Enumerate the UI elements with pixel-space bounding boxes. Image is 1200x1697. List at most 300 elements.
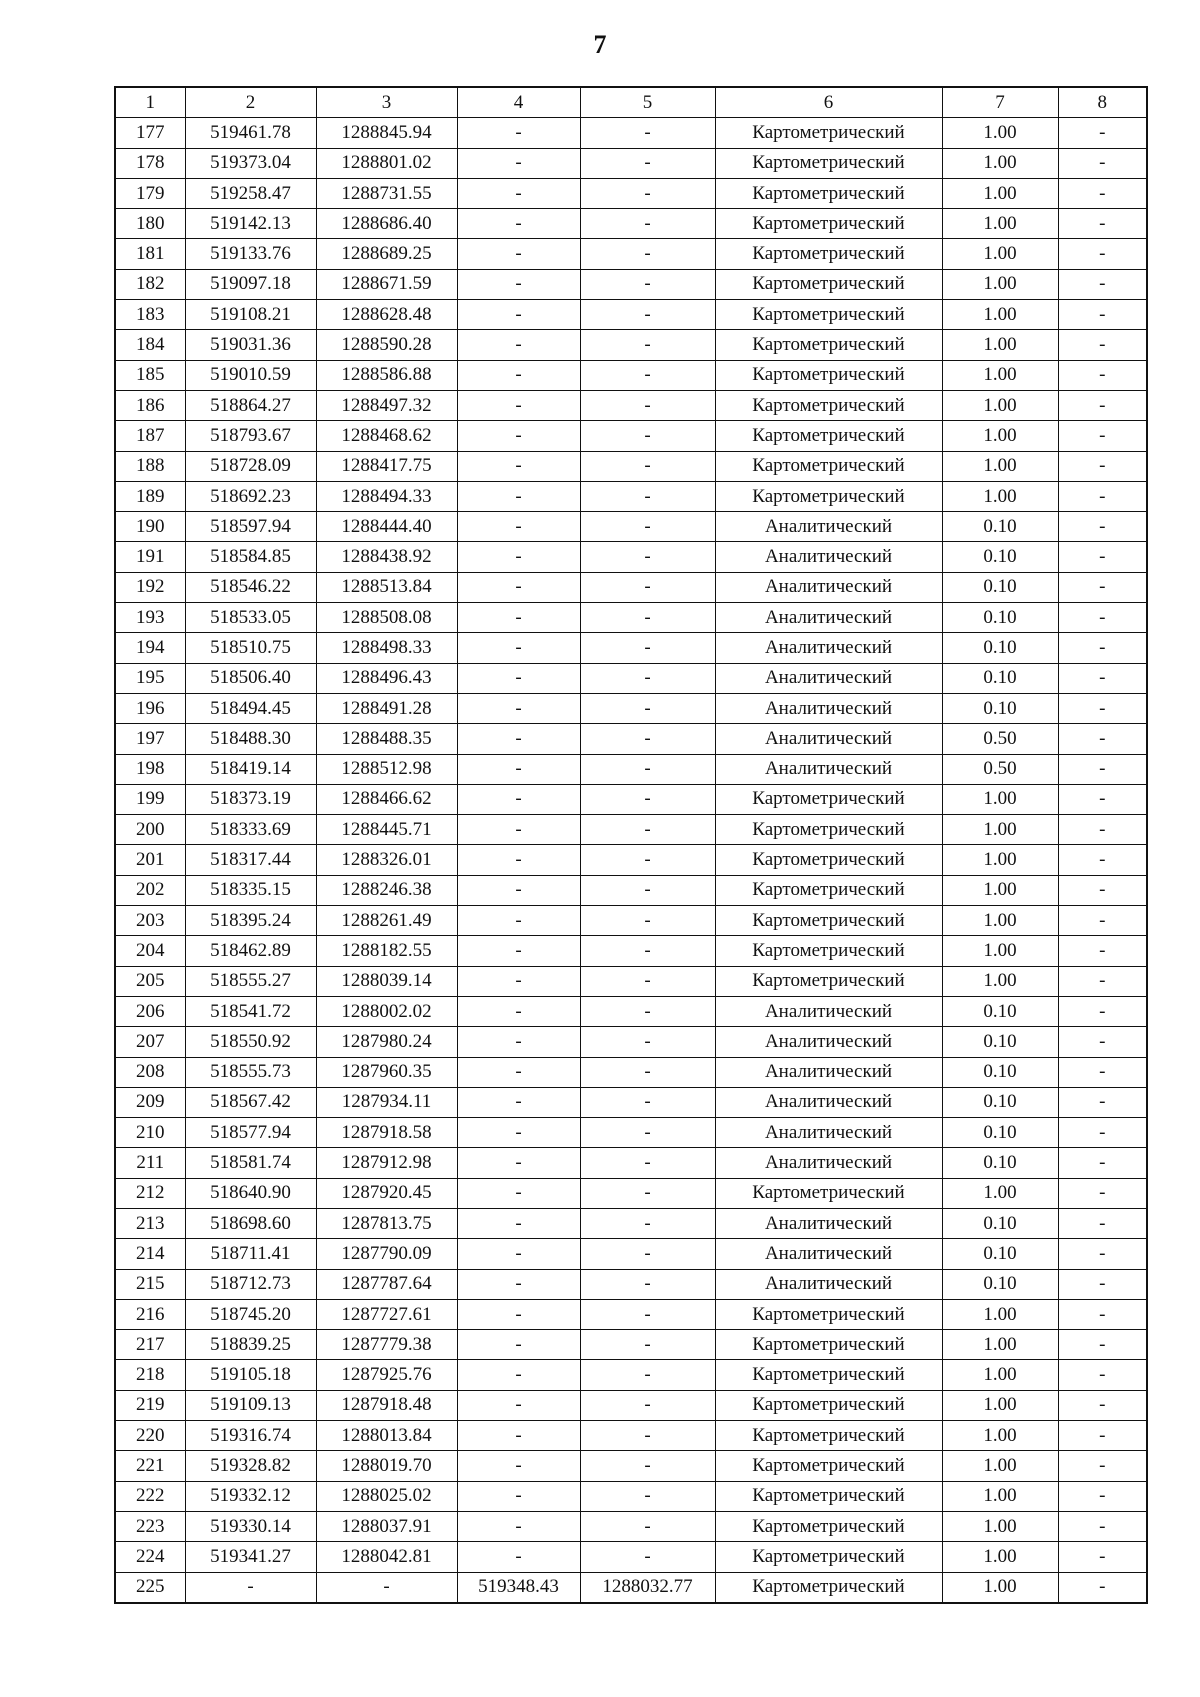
method-cell: Картометрический xyxy=(715,815,942,845)
table-row xyxy=(115,936,1147,966)
point-number-cell: 207 xyxy=(115,1027,185,1057)
description-cell: - xyxy=(1058,542,1147,572)
description-cell: - xyxy=(1058,1421,1147,1451)
table-row xyxy=(115,390,1147,420)
accuracy-cell: 1.00 xyxy=(942,845,1058,875)
x-coordinate-cell: 519010.59 xyxy=(185,360,316,390)
y-coordinate-cell: 1288512.98 xyxy=(316,754,457,784)
new-y-cell: - xyxy=(580,542,715,572)
y-coordinate-cell: 1288444.40 xyxy=(316,512,457,542)
table-row xyxy=(115,178,1147,208)
new-y-cell: - xyxy=(580,1148,715,1178)
description-cell: - xyxy=(1058,512,1147,542)
x-coordinate-cell: 518546.22 xyxy=(185,572,316,602)
y-coordinate-cell: 1288326.01 xyxy=(316,845,457,875)
description-cell: - xyxy=(1058,300,1147,330)
y-coordinate-cell: 1288019.70 xyxy=(316,1451,457,1481)
method-cell: Аналитический xyxy=(715,1208,942,1238)
new-x-cell: - xyxy=(457,512,580,542)
new-y-cell: - xyxy=(580,269,715,299)
accuracy-cell: 1.00 xyxy=(942,1299,1058,1329)
x-coordinate-cell: 519341.27 xyxy=(185,1542,316,1572)
y-coordinate-cell: 1288042.81 xyxy=(316,1542,457,1572)
description-cell: - xyxy=(1058,239,1147,269)
accuracy-cell: 1.00 xyxy=(942,1330,1058,1360)
y-coordinate-cell: 1287787.64 xyxy=(316,1269,457,1299)
new-x-cell: - xyxy=(457,1208,580,1238)
accuracy-cell: 1.00 xyxy=(942,1511,1058,1541)
method-cell: Картометрический xyxy=(715,936,942,966)
new-y-cell: - xyxy=(580,239,715,269)
table-row xyxy=(115,1360,1147,1390)
table-row xyxy=(115,360,1147,390)
description-cell: - xyxy=(1058,330,1147,360)
table-row xyxy=(115,1451,1147,1481)
method-cell: Картометрический xyxy=(715,1481,942,1511)
column-header: 8 xyxy=(1058,87,1147,118)
point-number-cell: 194 xyxy=(115,633,185,663)
table-row xyxy=(115,118,1147,148)
x-coordinate-cell: 518395.24 xyxy=(185,906,316,936)
table-row xyxy=(115,693,1147,723)
new-y-cell: - xyxy=(580,1421,715,1451)
x-coordinate-cell: 519332.12 xyxy=(185,1481,316,1511)
new-y-cell: - xyxy=(580,330,715,360)
column-header: 3 xyxy=(316,87,457,118)
new-y-cell: - xyxy=(580,1057,715,1087)
x-coordinate-cell: 518728.09 xyxy=(185,451,316,481)
new-x-cell: - xyxy=(457,1057,580,1087)
x-coordinate-cell: 519373.04 xyxy=(185,148,316,178)
point-number-cell: 188 xyxy=(115,451,185,481)
x-coordinate-cell: 518597.94 xyxy=(185,512,316,542)
new-x-cell: - xyxy=(457,1148,580,1178)
x-coordinate-cell: 519109.13 xyxy=(185,1390,316,1420)
x-coordinate-cell: 518555.73 xyxy=(185,1057,316,1087)
accuracy-cell: 1.00 xyxy=(942,360,1058,390)
accuracy-cell: 1.00 xyxy=(942,1481,1058,1511)
description-cell: - xyxy=(1058,148,1147,178)
method-cell: Картометрический xyxy=(715,481,942,511)
accuracy-cell: 0.10 xyxy=(942,1269,1058,1299)
new-x-cell: - xyxy=(457,1299,580,1329)
accuracy-cell: 1.00 xyxy=(942,451,1058,481)
y-coordinate-cell: 1287790.09 xyxy=(316,1239,457,1269)
method-cell: Аналитический xyxy=(715,1239,942,1269)
table-row xyxy=(115,239,1147,269)
y-coordinate-cell: 1288025.02 xyxy=(316,1481,457,1511)
method-cell: Картометрический xyxy=(715,875,942,905)
new-x-cell: - xyxy=(457,300,580,330)
y-coordinate-cell: 1288494.33 xyxy=(316,481,457,511)
new-x-cell: - xyxy=(457,269,580,299)
new-y-cell: - xyxy=(580,1451,715,1481)
y-coordinate-cell: 1287727.61 xyxy=(316,1299,457,1329)
x-coordinate-cell: 518567.42 xyxy=(185,1087,316,1117)
new-x-cell: - xyxy=(457,784,580,814)
x-coordinate-cell: 518373.19 xyxy=(185,784,316,814)
table-row xyxy=(115,209,1147,239)
new-x-cell: - xyxy=(457,1087,580,1117)
new-y-cell: - xyxy=(580,784,715,814)
point-number-cell: 223 xyxy=(115,1511,185,1541)
x-coordinate-cell: 518510.75 xyxy=(185,633,316,663)
point-number-cell: 177 xyxy=(115,118,185,148)
column-header: 4 xyxy=(457,87,580,118)
new-y-cell: - xyxy=(580,633,715,663)
method-cell: Аналитический xyxy=(715,693,942,723)
x-coordinate-cell: 518317.44 xyxy=(185,845,316,875)
new-x-cell: - xyxy=(457,1421,580,1451)
description-cell: - xyxy=(1058,1572,1147,1603)
new-y-cell: - xyxy=(580,996,715,1026)
column-header: 6 xyxy=(715,87,942,118)
new-x-cell: - xyxy=(457,845,580,875)
accuracy-cell: 0.10 xyxy=(942,996,1058,1026)
x-coordinate-cell: - xyxy=(185,1572,316,1603)
new-y-cell: - xyxy=(580,936,715,966)
table-row xyxy=(115,542,1147,572)
table-row xyxy=(115,815,1147,845)
table-row xyxy=(115,572,1147,602)
point-number-cell: 195 xyxy=(115,663,185,693)
table-row xyxy=(115,845,1147,875)
accuracy-cell: 1.00 xyxy=(942,209,1058,239)
new-y-cell: - xyxy=(580,360,715,390)
accuracy-cell: 0.10 xyxy=(942,1027,1058,1057)
description-cell: - xyxy=(1058,663,1147,693)
new-x-cell: - xyxy=(457,1027,580,1057)
x-coordinate-cell: 519328.82 xyxy=(185,1451,316,1481)
y-coordinate-cell: 1287980.24 xyxy=(316,1027,457,1057)
point-number-cell: 203 xyxy=(115,906,185,936)
x-coordinate-cell: 519258.47 xyxy=(185,178,316,208)
new-x-cell: - xyxy=(457,724,580,754)
new-x-cell: - xyxy=(457,1481,580,1511)
accuracy-cell: 1.00 xyxy=(942,178,1058,208)
accuracy-cell: 0.50 xyxy=(942,754,1058,784)
description-cell: - xyxy=(1058,178,1147,208)
accuracy-cell: 1.00 xyxy=(942,906,1058,936)
table-row xyxy=(115,906,1147,936)
y-coordinate-cell: 1288261.49 xyxy=(316,906,457,936)
table-header-row xyxy=(115,87,1147,118)
x-coordinate-cell: 519316.74 xyxy=(185,1421,316,1451)
description-cell: - xyxy=(1058,633,1147,663)
description-cell: - xyxy=(1058,1299,1147,1329)
new-y-cell: - xyxy=(580,390,715,420)
x-coordinate-cell: 519461.78 xyxy=(185,118,316,148)
new-y-cell: - xyxy=(580,875,715,905)
point-number-cell: 217 xyxy=(115,1330,185,1360)
method-cell: Картометрический xyxy=(715,1178,942,1208)
new-y-cell: - xyxy=(580,300,715,330)
y-coordinate-cell: 1287912.98 xyxy=(316,1148,457,1178)
description-cell: - xyxy=(1058,1057,1147,1087)
new-y-cell: - xyxy=(580,1087,715,1117)
method-cell: Картометрический xyxy=(715,330,942,360)
new-y-cell: - xyxy=(580,1239,715,1269)
accuracy-cell: 1.00 xyxy=(942,936,1058,966)
point-number-cell: 183 xyxy=(115,300,185,330)
description-cell: - xyxy=(1058,1481,1147,1511)
new-x-cell: - xyxy=(457,1511,580,1541)
new-y-cell: - xyxy=(580,481,715,511)
point-number-cell: 182 xyxy=(115,269,185,299)
table-row xyxy=(115,1330,1147,1360)
new-x-cell: - xyxy=(457,1178,580,1208)
method-cell: Картометрический xyxy=(715,360,942,390)
new-y-cell: - xyxy=(580,118,715,148)
new-x-cell: - xyxy=(457,1118,580,1148)
accuracy-cell: 1.00 xyxy=(942,481,1058,511)
description-cell: - xyxy=(1058,390,1147,420)
table-row xyxy=(115,875,1147,905)
new-x-cell: - xyxy=(457,481,580,511)
table-row xyxy=(115,148,1147,178)
y-coordinate-cell: 1288845.94 xyxy=(316,118,457,148)
point-number-cell: 198 xyxy=(115,754,185,784)
x-coordinate-cell: 518692.23 xyxy=(185,481,316,511)
y-coordinate-cell: 1288590.28 xyxy=(316,330,457,360)
point-number-cell: 193 xyxy=(115,603,185,633)
method-cell: Картометрический xyxy=(715,269,942,299)
new-x-cell: - xyxy=(457,1269,580,1299)
new-x-cell: - xyxy=(457,1330,580,1360)
x-coordinate-cell: 518711.41 xyxy=(185,1239,316,1269)
y-coordinate-cell: 1288002.02 xyxy=(316,996,457,1026)
x-coordinate-cell: 518640.90 xyxy=(185,1178,316,1208)
y-coordinate-cell: 1288671.59 xyxy=(316,269,457,299)
y-coordinate-cell: 1287918.58 xyxy=(316,1118,457,1148)
accuracy-cell: 0.10 xyxy=(942,1118,1058,1148)
point-number-cell: 196 xyxy=(115,693,185,723)
x-coordinate-cell: 518793.67 xyxy=(185,421,316,451)
new-x-cell: - xyxy=(457,451,580,481)
point-number-cell: 219 xyxy=(115,1390,185,1420)
new-x-cell: - xyxy=(457,239,580,269)
description-cell: - xyxy=(1058,421,1147,451)
x-coordinate-cell: 518577.94 xyxy=(185,1118,316,1148)
method-cell: Картометрический xyxy=(715,451,942,481)
new-x-cell: - xyxy=(457,906,580,936)
description-cell: - xyxy=(1058,269,1147,299)
table-row xyxy=(115,300,1147,330)
accuracy-cell: 1.00 xyxy=(942,784,1058,814)
table-row xyxy=(115,784,1147,814)
method-cell: Картометрический xyxy=(715,148,942,178)
table-row xyxy=(115,1542,1147,1572)
point-number-cell: 199 xyxy=(115,784,185,814)
method-cell: Картометрический xyxy=(715,1572,942,1603)
description-cell: - xyxy=(1058,1087,1147,1117)
description-cell: - xyxy=(1058,1511,1147,1541)
table-row xyxy=(115,1118,1147,1148)
accuracy-cell: 0.10 xyxy=(942,512,1058,542)
point-number-cell: 190 xyxy=(115,512,185,542)
new-x-cell: - xyxy=(457,966,580,996)
point-number-cell: 178 xyxy=(115,148,185,178)
description-cell: - xyxy=(1058,875,1147,905)
new-y-cell: - xyxy=(580,1178,715,1208)
accuracy-cell: 1.00 xyxy=(942,1451,1058,1481)
y-coordinate-cell: 1288731.55 xyxy=(316,178,457,208)
y-coordinate-cell: 1288468.62 xyxy=(316,421,457,451)
description-cell: - xyxy=(1058,209,1147,239)
table-row xyxy=(115,1299,1147,1329)
table-row xyxy=(115,1239,1147,1269)
description-cell: - xyxy=(1058,572,1147,602)
accuracy-cell: 1.00 xyxy=(942,1178,1058,1208)
point-number-cell: 189 xyxy=(115,481,185,511)
x-coordinate-cell: 518541.72 xyxy=(185,996,316,1026)
table-row xyxy=(115,1572,1147,1603)
new-y-cell: - xyxy=(580,966,715,996)
method-cell: Аналитический xyxy=(715,996,942,1026)
new-x-cell: - xyxy=(457,663,580,693)
method-cell: Аналитический xyxy=(715,1148,942,1178)
y-coordinate-cell: 1288488.35 xyxy=(316,724,457,754)
point-number-cell: 186 xyxy=(115,390,185,420)
method-cell: Картометрический xyxy=(715,1330,942,1360)
y-coordinate-cell: 1288466.62 xyxy=(316,784,457,814)
new-y-cell: - xyxy=(580,209,715,239)
new-y-cell: - xyxy=(580,1390,715,1420)
new-y-cell: - xyxy=(580,1208,715,1238)
table-row xyxy=(115,481,1147,511)
point-number-cell: 205 xyxy=(115,966,185,996)
method-cell: Аналитический xyxy=(715,724,942,754)
y-coordinate-cell: 1288508.08 xyxy=(316,603,457,633)
table-row xyxy=(115,421,1147,451)
y-coordinate-cell: 1288013.84 xyxy=(316,1421,457,1451)
table-row xyxy=(115,1148,1147,1178)
description-cell: - xyxy=(1058,784,1147,814)
point-number-cell: 211 xyxy=(115,1148,185,1178)
method-cell: Аналитический xyxy=(715,663,942,693)
method-cell: Картометрический xyxy=(715,906,942,936)
point-number-cell: 213 xyxy=(115,1208,185,1238)
new-y-cell: - xyxy=(580,1360,715,1390)
method-cell: Аналитический xyxy=(715,1118,942,1148)
x-coordinate-cell: 518581.74 xyxy=(185,1148,316,1178)
point-number-cell: 200 xyxy=(115,815,185,845)
x-coordinate-cell: 518419.14 xyxy=(185,754,316,784)
description-cell: - xyxy=(1058,693,1147,723)
y-coordinate-cell: 1288438.92 xyxy=(316,542,457,572)
x-coordinate-cell: 519031.36 xyxy=(185,330,316,360)
method-cell: Картометрический xyxy=(715,1451,942,1481)
x-coordinate-cell: 518506.40 xyxy=(185,663,316,693)
y-coordinate-cell: 1288496.43 xyxy=(316,663,457,693)
point-number-cell: 214 xyxy=(115,1239,185,1269)
x-coordinate-cell: 518712.73 xyxy=(185,1269,316,1299)
point-number-cell: 208 xyxy=(115,1057,185,1087)
y-coordinate-cell: 1288037.91 xyxy=(316,1511,457,1541)
new-y-cell: - xyxy=(580,603,715,633)
description-cell: - xyxy=(1058,1239,1147,1269)
new-y-cell: - xyxy=(580,421,715,451)
new-x-cell: - xyxy=(457,572,580,602)
method-cell: Аналитический xyxy=(715,1269,942,1299)
method-cell: Картометрический xyxy=(715,784,942,814)
new-y-cell: - xyxy=(580,1511,715,1541)
description-cell: - xyxy=(1058,906,1147,936)
method-cell: Аналитический xyxy=(715,572,942,602)
y-coordinate-cell: 1288498.33 xyxy=(316,633,457,663)
accuracy-cell: 1.00 xyxy=(942,1421,1058,1451)
x-coordinate-cell: 518494.45 xyxy=(185,693,316,723)
table-row xyxy=(115,1481,1147,1511)
accuracy-cell: 1.00 xyxy=(942,966,1058,996)
method-cell: Картометрический xyxy=(715,390,942,420)
point-number-cell: 191 xyxy=(115,542,185,572)
x-coordinate-cell: 519105.18 xyxy=(185,1360,316,1390)
description-cell: - xyxy=(1058,754,1147,784)
method-cell: Картометрический xyxy=(715,1542,942,1572)
point-number-cell: 222 xyxy=(115,1481,185,1511)
accuracy-cell: 0.10 xyxy=(942,1057,1058,1087)
description-cell: - xyxy=(1058,1178,1147,1208)
method-cell: Картометрический xyxy=(715,1390,942,1420)
description-cell: - xyxy=(1058,1208,1147,1238)
accuracy-cell: 0.10 xyxy=(942,1087,1058,1117)
coordinates-table xyxy=(114,86,1148,1604)
new-y-cell: - xyxy=(580,572,715,602)
method-cell: Картометрический xyxy=(715,300,942,330)
new-x-cell: - xyxy=(457,148,580,178)
y-coordinate-cell: 1288686.40 xyxy=(316,209,457,239)
x-coordinate-cell: 518462.89 xyxy=(185,936,316,966)
new-x-cell: - xyxy=(457,118,580,148)
table-row xyxy=(115,1178,1147,1208)
new-x-cell: - xyxy=(457,330,580,360)
method-cell: Аналитический xyxy=(715,1057,942,1087)
new-x-cell: - xyxy=(457,996,580,1026)
method-cell: Аналитический xyxy=(715,542,942,572)
accuracy-cell: 1.00 xyxy=(942,875,1058,905)
column-header: 5 xyxy=(580,87,715,118)
method-cell: Аналитический xyxy=(715,603,942,633)
point-number-cell: 225 xyxy=(115,1572,185,1603)
column-header: 1 xyxy=(115,87,185,118)
point-number-cell: 215 xyxy=(115,1269,185,1299)
new-x-cell: - xyxy=(457,178,580,208)
x-coordinate-cell: 518550.92 xyxy=(185,1027,316,1057)
x-coordinate-cell: 519097.18 xyxy=(185,269,316,299)
method-cell: Картометрический xyxy=(715,209,942,239)
description-cell: - xyxy=(1058,1148,1147,1178)
new-y-cell: - xyxy=(580,845,715,875)
description-cell: - xyxy=(1058,996,1147,1026)
description-cell: - xyxy=(1058,1269,1147,1299)
table-row xyxy=(115,724,1147,754)
y-coordinate-cell: 1287918.48 xyxy=(316,1390,457,1420)
new-x-cell: - xyxy=(457,875,580,905)
accuracy-cell: 1.00 xyxy=(942,330,1058,360)
point-number-cell: 209 xyxy=(115,1087,185,1117)
description-cell: - xyxy=(1058,966,1147,996)
new-y-cell: - xyxy=(580,815,715,845)
description-cell: - xyxy=(1058,1118,1147,1148)
y-coordinate-cell: 1287779.38 xyxy=(316,1330,457,1360)
y-coordinate-cell: 1287813.75 xyxy=(316,1208,457,1238)
y-coordinate-cell: 1288497.32 xyxy=(316,390,457,420)
new-y-cell: - xyxy=(580,512,715,542)
new-x-cell: - xyxy=(457,754,580,784)
description-cell: - xyxy=(1058,1542,1147,1572)
description-cell: - xyxy=(1058,724,1147,754)
